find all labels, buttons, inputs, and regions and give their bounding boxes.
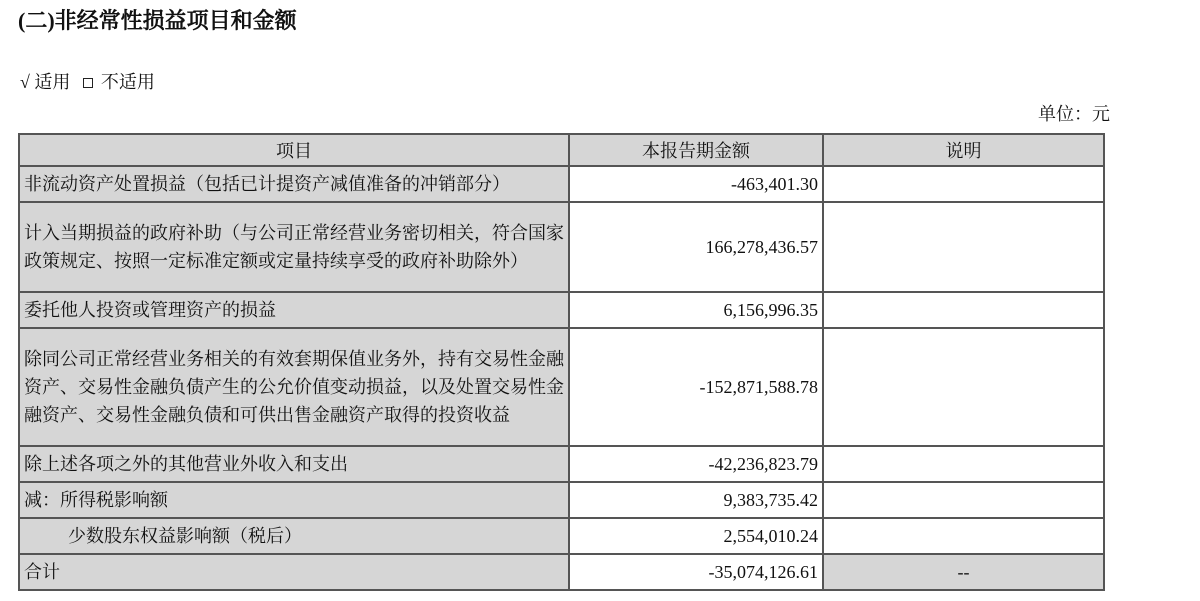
row-note	[823, 518, 1104, 554]
not-applicable-label: 不适用	[100, 72, 155, 92]
applicability-line	[20, 68, 155, 94]
table-header-row	[19, 134, 1104, 166]
row-note	[823, 202, 1104, 292]
table-row	[19, 202, 1104, 292]
empty-checkbox-icon	[83, 78, 93, 88]
section-title: (二)非经常性损益项目和金额	[18, 8, 297, 33]
table-row	[19, 446, 1104, 482]
table-row	[19, 482, 1104, 518]
row-item: 委托他人投资或管理资产的损益	[19, 292, 569, 328]
total-label: 合计	[19, 554, 569, 590]
row-amount: 166,278,436.57	[569, 202, 823, 292]
row-note	[823, 482, 1104, 518]
header-note: 说明	[823, 134, 1104, 166]
check-mark-icon: √	[20, 72, 30, 92]
table-row	[19, 328, 1104, 446]
row-amount: 6,156,996.35	[569, 292, 823, 328]
table-row	[19, 518, 1104, 554]
row-amount: -42,236,823.79	[569, 446, 823, 482]
header-amount: 本报告期金额	[569, 134, 823, 166]
header-item: 项目	[19, 134, 569, 166]
row-note	[823, 446, 1104, 482]
row-amount: -463,401.30	[569, 166, 823, 202]
row-amount: -152,871,588.78	[569, 328, 823, 446]
row-item: 计入当期损益的政府补助（与公司正常经营业务密切相关，符合国家政策规定、按照一定标准定额或定量持续享受的政府补助除外）	[19, 202, 569, 292]
total-note: --	[823, 554, 1104, 590]
table-total-row	[19, 554, 1104, 590]
applicable-label: 适用	[34, 72, 71, 92]
row-note	[823, 328, 1104, 446]
row-amount: 9,383,735.42	[569, 482, 823, 518]
table-row	[19, 166, 1104, 202]
non-recurring-items-table	[18, 133, 1105, 591]
total-amount: -35,074,126.61	[569, 554, 823, 590]
row-item: 减：所得税影响额	[19, 482, 569, 518]
table-row	[19, 292, 1104, 328]
row-item: 少数股东权益影响额（税后）	[19, 518, 569, 554]
row-item: 非流动资产处置损益（包括已计提资产减值准备的冲销部分）	[19, 166, 569, 202]
row-note	[823, 292, 1104, 328]
unit-label: 单位：元	[1038, 104, 1110, 124]
row-item: 除上述各项之外的其他营业外收入和支出	[19, 446, 569, 482]
row-amount: 2,554,010.24	[569, 518, 823, 554]
row-item: 除同公司正常经营业务相关的有效套期保值业务外，持有交易性金融资产、交易性金融负债产生的公允价值变动损益，以及处置交易性金融资产、交易性金融负债和可供出售金融资产取得的投资收益	[19, 328, 569, 446]
row-note	[823, 166, 1104, 202]
